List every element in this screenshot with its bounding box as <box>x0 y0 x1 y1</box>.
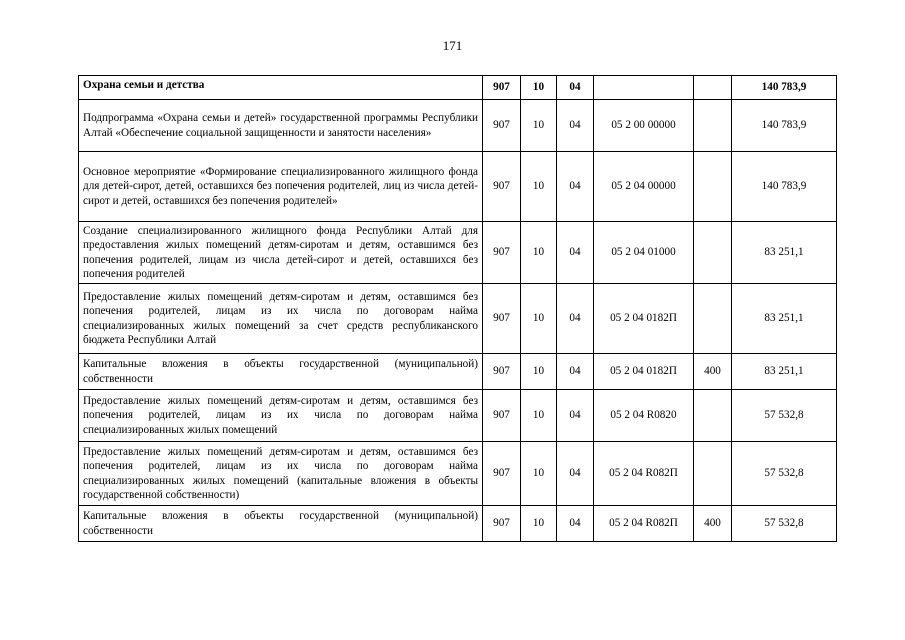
section-code: 10 <box>521 152 557 222</box>
amount-value: 57 532,8 <box>732 390 837 442</box>
ministry-code: 907 <box>483 284 521 354</box>
subsection-code: 04 <box>557 76 594 100</box>
subsection-code: 04 <box>557 284 594 354</box>
amount-value: 140 783,9 <box>732 76 837 100</box>
ministry-code: 907 <box>483 76 521 100</box>
expense-type-code <box>694 390 732 442</box>
row-name: Капитальные вложения в объекты государственной (муниципальной) собственности <box>79 354 483 390</box>
expense-type-code <box>694 222 732 284</box>
section-code: 10 <box>521 506 557 542</box>
target-article-code: 05 2 04 R082П <box>594 442 694 506</box>
expense-type-code <box>694 152 732 222</box>
page-number: 171 <box>442 38 463 53</box>
expense-type-code: 400 <box>694 354 732 390</box>
table-row <box>79 284 837 354</box>
amount-value: 83 251,1 <box>732 222 837 284</box>
section-code: 10 <box>521 222 557 284</box>
target-article-code: 05 2 04 R082П <box>594 506 694 542</box>
table-row <box>79 354 837 390</box>
ministry-code: 907 <box>483 222 521 284</box>
table-row <box>79 506 837 542</box>
ministry-code: 907 <box>483 152 521 222</box>
expense-type-code <box>694 76 732 100</box>
target-article-code: 05 2 00 00000 <box>594 100 694 152</box>
subsection-code: 04 <box>557 354 594 390</box>
ministry-code: 907 <box>483 100 521 152</box>
row-name: Подпрограмма «Охрана семьи и детей» государственной программы Республики Алтай «Обеспечение социальной защищенности и занятости населения» <box>79 100 483 152</box>
row-name: Предоставление жилых помещений детям-сиротам и детям, оставшимся без попечения родителей, лицам из их числа по договорам найма специализированных жилых помещений (капитальные вложения в объекты государственной собственности) <box>79 442 483 506</box>
expense-type-code <box>694 284 732 354</box>
expense-type-code <box>694 100 732 152</box>
table-row <box>79 100 837 152</box>
subsection-code: 04 <box>557 506 594 542</box>
target-article-code: 05 2 04 R0820 <box>594 390 694 442</box>
row-name: Основное мероприятие «Формирование специализированного жилищного фонда для детей-сирот, детей, оставшихся без попечения родителей, лиц из числа детей-сирот и детей, оставшихся без попечения родителей» <box>79 152 483 222</box>
amount-value: 140 783,9 <box>732 100 837 152</box>
subsection-code: 04 <box>557 390 594 442</box>
ministry-code: 907 <box>483 390 521 442</box>
target-article-code: 05 2 04 01000 <box>594 222 694 284</box>
row-name: Охрана семьи и детства <box>79 76 483 100</box>
subsection-code: 04 <box>557 152 594 222</box>
table-row <box>79 76 837 100</box>
budget-table <box>78 75 837 542</box>
row-name: Предоставление жилых помещений детям-сиротам и детям, оставшимся без попечения родителей, лицам из их числа по договорам найма специализированных жилых помещений <box>79 390 483 442</box>
section-code: 10 <box>521 100 557 152</box>
expense-type-code <box>694 442 732 506</box>
table-row <box>79 152 837 222</box>
amount-value: 57 532,8 <box>732 442 837 506</box>
amount-value: 83 251,1 <box>732 284 837 354</box>
target-article-code: 05 2 04 00000 <box>594 152 694 222</box>
row-name: Капитальные вложения в объекты государственной (муниципальной) собственности <box>79 506 483 542</box>
ministry-code: 907 <box>483 506 521 542</box>
section-code: 10 <box>521 390 557 442</box>
row-name: Предоставление жилых помещений детям-сиротам и детям, оставшимся без попечения родителей, лицам из их числа по договорам найма специализированных жилых помещений за счет средств республиканского бюджета Республики Алтай <box>79 284 483 354</box>
row-name: Создание специализированного жилищного фонда Республики Алтай для предоставления жилых помещений детям-сиротам и детям, оставшимся без попечения родителей, лицам из числа детей-сирот и детей, оставшихся без попечения родителей <box>79 222 483 284</box>
section-code: 10 <box>521 284 557 354</box>
subsection-code: 04 <box>557 222 594 284</box>
amount-value: 57 532,8 <box>732 506 837 542</box>
target-article-code: 05 2 04 0182П <box>594 354 694 390</box>
table-row <box>79 222 837 284</box>
table-row <box>79 442 837 506</box>
expense-type-code: 400 <box>694 506 732 542</box>
subsection-code: 04 <box>557 100 594 152</box>
table-row <box>79 390 837 442</box>
section-code: 10 <box>521 442 557 506</box>
ministry-code: 907 <box>483 354 521 390</box>
ministry-code: 907 <box>483 442 521 506</box>
table-body <box>79 76 837 542</box>
section-code: 10 <box>521 354 557 390</box>
target-article-code <box>594 76 694 100</box>
target-article-code: 05 2 04 0182П <box>594 284 694 354</box>
section-code: 10 <box>521 76 557 100</box>
subsection-code: 04 <box>557 442 594 506</box>
amount-value: 140 783,9 <box>732 152 837 222</box>
amount-value: 83 251,1 <box>732 354 837 390</box>
